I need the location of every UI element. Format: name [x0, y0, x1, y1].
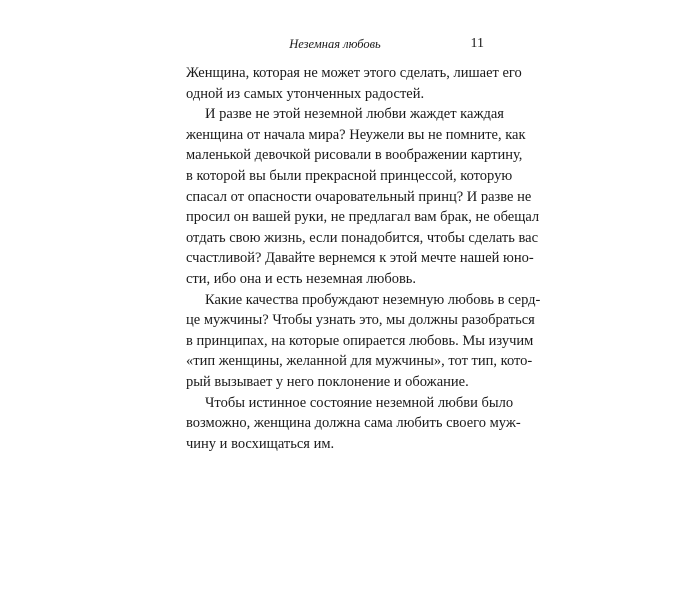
text-line: в которой вы были прекрасной принцессой, которую [186, 167, 513, 184]
body-text [186, 63, 541, 454]
text-line: сти, ибо она и есть неземная любовь. [186, 270, 417, 287]
text-line: маленькой девочкой рисовали в воображении картину, [186, 147, 523, 164]
text-line: отдать свою жизнь, если понадобится, чтобы сделать вас [186, 229, 539, 246]
text-line: Женщина, которая не может этого сделать, лишает его [186, 65, 522, 81]
page-number: 11 [470, 36, 484, 51]
text-line: рый вызывает у него поклонение и обожание. [186, 373, 469, 390]
text-line: возможно, женщина должна сама любить своего муж- [186, 415, 521, 432]
running-header [186, 36, 484, 52]
text-line: Чтобы истинное состояние неземной любви было [205, 394, 514, 411]
text-line: «тип женщины, желанной для мужчины», тот тип, кото- [186, 353, 533, 370]
text-line: просил он вашей руки, не предлагал вам брак, не обещал [186, 209, 540, 226]
text-line: одной из самых утонченных радостей. [186, 85, 425, 102]
running-title: Неземная любовь [289, 37, 381, 51]
text-line: чину и восхищаться им. [186, 435, 335, 452]
text-line: спасал от опасности очаровательный принц? И разве не [186, 188, 532, 205]
text-line: Какие качества пробуждают неземную любовь в серд- [205, 291, 541, 308]
text-line: це мужчины? Чтобы узнать это, мы должны разобраться [186, 312, 535, 329]
text-line: женщина от начала мира? Неужели вы не помните, как [186, 126, 526, 143]
text-line: счастливой? Давайте вернемся к этой мечте нашей юно- [186, 250, 534, 267]
text-line: И разве не этой неземной любви жаждет каждая [205, 106, 504, 123]
text-line: в принципах, на которые опирается любовь. Мы изучим [186, 332, 534, 349]
